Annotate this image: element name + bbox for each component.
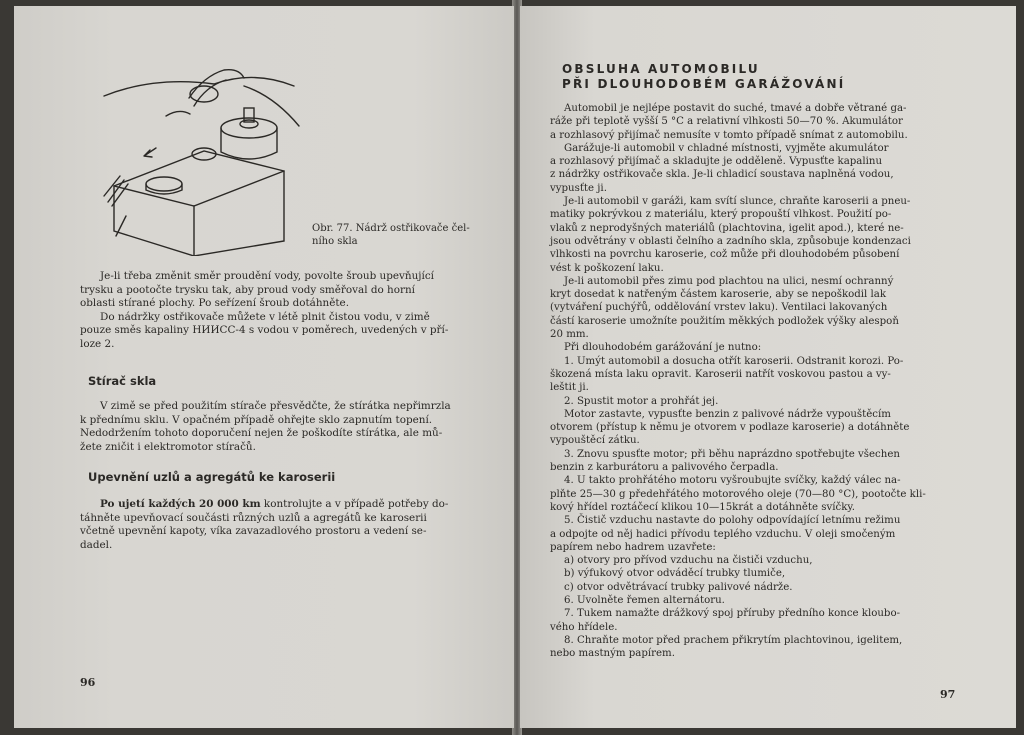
text-line: 1. Umýt automobil a dosucha otřít karoserii. Odstranit korozi. Po- (564, 355, 904, 367)
text-line: vypusťte ji. (550, 182, 607, 194)
text-line: dadel. (80, 538, 113, 551)
text-line: včetně upevnění kapoty, víka zavazadlového prostoru a vedení se- (80, 525, 427, 538)
text-line: c) otvor odvětrávací trubky palivové nádrže. (564, 581, 793, 593)
text-line: V zimě se před použitím stírače přesvědčte, že stírátka nepřimrzla (100, 400, 451, 412)
text-line: Je-li třeba změnit směr proudění vody, povolte šroub upevňující (100, 270, 434, 282)
text-line: pouze směs kapaliny НИИСС-4 s vodou v poměrech, uvedených v pří- (80, 324, 449, 337)
text-line: z nádržky ostřikovače skla. Je-li chladicí soustava naplněná vodou, (550, 169, 894, 181)
text-line: trysku a pootočte trysku tak, aby proud vody směřoval do horní (80, 283, 415, 296)
paragraph-mounting (80, 498, 490, 552)
text-line: Při dlouhodobém garážování je nutno: (564, 342, 762, 354)
text-line: Garážuje-li automobil v chladné místnosti, vyjměte akumulátor (564, 142, 889, 154)
right-body-text (550, 102, 990, 660)
text-line: matiky pokrývkou z materiálu, který propouští vlhkost. Použití po- (550, 209, 892, 221)
text-run: kontrolujte a v případě potřeby do- (263, 498, 449, 510)
text-line: částí karoserie umožníte použitím měkkých podložek výšky alespoň (550, 315, 899, 327)
text-line: vlhkosti na povrchu karoserie, což může při dlouhodobém působení (550, 249, 900, 261)
paragraph-nozzle-adjustment (80, 270, 490, 352)
text-line: ráže při teplotě vyšší 5 °C a relativní vlhkosti 50—70 %. Akumulátor (550, 116, 903, 128)
text-line: plňte 25—30 g předehřátého motorového oleje (70—80 °C), pootočte kli- (550, 488, 926, 500)
text-line: kryt dosedat k natřeným částem karoserie, aby se nepoškodil lak (550, 289, 887, 301)
heading-wiper: Stírač skla (88, 374, 157, 388)
text-line: oblasti stírané plochy. Po seřízení šroub dotáhněte. (80, 297, 350, 310)
text-line: a rozhlasový přijímač nemusíte v tomto případě snímat z automobilu. (550, 129, 908, 141)
right-page (520, 6, 1016, 728)
left-page (14, 6, 514, 728)
text-line: 7. Tukem namažte drážkový spoj příruby předního konce kloubo- (564, 608, 901, 620)
text-line: jsou odvětrány v oblasti čelního a zadního skla, způsobuje kondenzaci (550, 235, 911, 247)
text-line: 3. Znovu spusťte motor; při běhu naprázdno spotřebujte všechen (564, 448, 900, 460)
text-line: táhněte upevňovací součásti různých uzlů a agregátů ke karoserii (80, 511, 427, 524)
text-line: vést k poškození laku. (550, 262, 664, 274)
chapter-title (562, 62, 845, 92)
washer-reservoir-illustration (94, 56, 304, 256)
text-line: Do nádržky ostřikovače můžete v létě plnit čistou vodu, v zimě (100, 310, 430, 323)
text-line: 2. Spustit motor a prohřát jej. (564, 395, 719, 407)
text-line: otvorem (přístup k němu je otvorem v podlaze karoserie) a dotáhněte (550, 422, 910, 434)
text-line (80, 498, 490, 512)
text-line: k přednímu sklu. V opačném případě ohřejte sklo zapnutím topení. (80, 413, 433, 426)
text-line: kový hřídel roztáčecí klikou 10—15krát a dotáhněte svíčky. (550, 501, 856, 513)
text-line: škozená místa laku opravit. Karoserii natřít voskovou pastou a vy- (550, 368, 891, 380)
caption-line: ního skla (312, 236, 358, 247)
text-line: vého hřídele. (550, 621, 618, 633)
text-line: nebo mastným papírem. (550, 648, 675, 660)
text-line: (vytváření puchýřů, oddělování vrstev laku). Ventilaci lakovaných (550, 302, 888, 314)
text-line: vypouštěcí zátku. (550, 435, 640, 447)
page-number-right: 97 (940, 688, 956, 701)
text-line: a odpojte od něj hadici přívodu teplého vzduchu. V oleji smočeným (550, 528, 896, 540)
text-line: leštit ji. (550, 382, 589, 394)
text-line: Je-li automobil v garáži, kam svítí slunce, chraňte karoserii a pneu- (564, 196, 911, 208)
bold-lead: Po ujetí každých 20 000 km (100, 498, 261, 510)
paragraph-wiper (80, 400, 490, 454)
text-line: a) otvory pro přívod vzduchu na čističi vzduchu, (564, 555, 813, 567)
text-line: b) výfukový otvor odváděcí trubky tlumiče, (564, 568, 786, 580)
text-line: 20 mm. (550, 329, 589, 341)
text-line: 5. Čistič vzduchu nastavte do polohy odpovídající letnímu režimu (564, 515, 901, 527)
text-line: a rozhlasový přijímač a skladujte je odděleně. Vypusťte kapalinu (550, 156, 883, 168)
text-line: benzin z karburátoru a palivového čerpadla. (550, 462, 779, 474)
page-number-left: 96 (80, 676, 96, 689)
text-line: Motor zastavte, vypusťte benzin z palivové nádrže vypouštěcím (564, 408, 891, 420)
figure-caption (312, 222, 512, 248)
text-line: vlaků z neprodyšných materiálů (plachtovina, igelit apod.), které ne- (550, 222, 904, 234)
text-line: Nedodržením tohoto doporučení nejen že poškodíte stírátka, ale mů- (80, 427, 443, 440)
text-line: 6. Uvolněte řemen alternátoru. (564, 594, 725, 606)
heading-mounting: Upevnění uzlů a agregátů ke karoserii (88, 470, 336, 484)
text-line: 8. Chraňte motor před prachem přikrytím plachtovinou, igelitem, (564, 634, 903, 646)
text-line: 4. U takto prohřátého motoru vyšroubujte svíčky, každý válec na- (564, 475, 901, 487)
caption-line: Obr. 77. Nádrž ostřikovače čel- (312, 223, 470, 234)
title-line: OBSLUHA AUTOMOBILU (562, 62, 760, 76)
text-line: loze 2. (80, 337, 115, 350)
text-line: žete zničit i elektromotor stíračů. (80, 440, 256, 453)
text-line: Je-li automobil přes zimu pod plachtou na ulici, nesmí ochranný (564, 275, 894, 287)
title-line: PŘI DLOUHODOBÉM GARÁŽOVÁNÍ (562, 77, 846, 91)
text-line: papírem nebo hadrem uzavřete: (550, 541, 716, 553)
text-line: Automobil je nejlépe postavit do suché, tmavé a dobře větrané ga- (564, 103, 907, 114)
